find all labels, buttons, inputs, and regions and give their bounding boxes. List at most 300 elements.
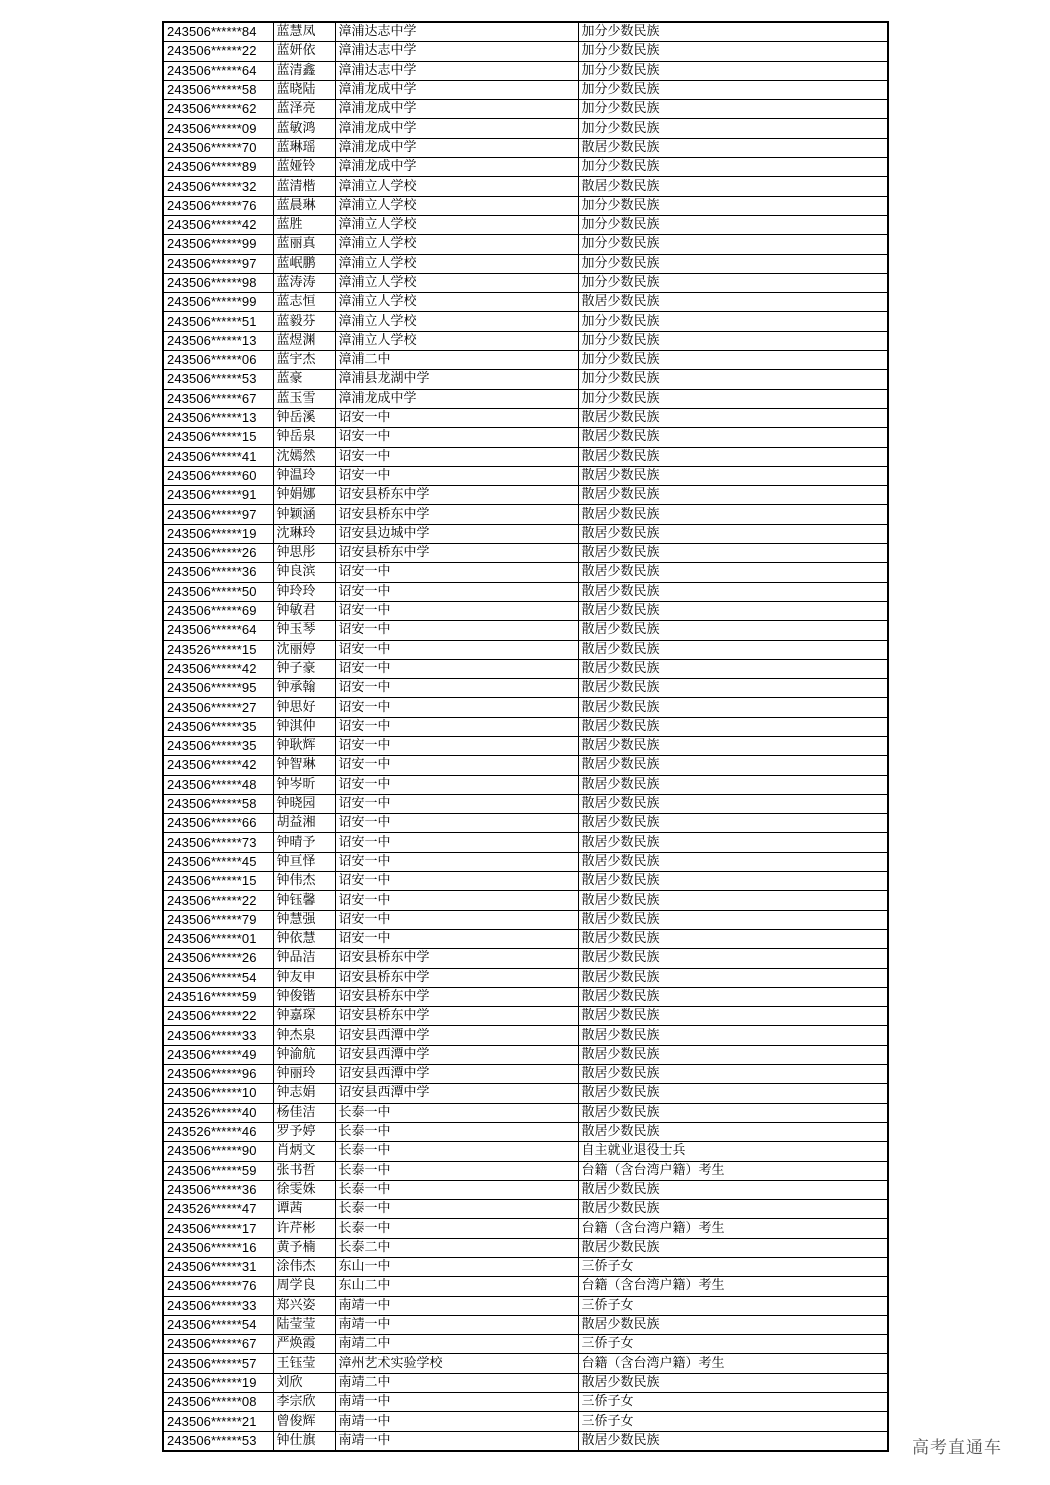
student-name-cell: 李宗欣	[273, 1393, 335, 1412]
category-cell: 散居少数民族	[578, 621, 888, 640]
table-row	[163, 1007, 888, 1026]
exam-id-cell: 243526******46	[163, 1122, 273, 1141]
exam-id-cell: 243506******21	[163, 1412, 273, 1431]
exam-id-cell: 243506******45	[163, 852, 273, 871]
category-cell: 散居少数民族	[578, 968, 888, 987]
school-cell: 漳浦龙成中学	[335, 80, 578, 99]
exam-id-cell: 243506******16	[163, 1238, 273, 1257]
table-row	[163, 1354, 888, 1373]
table-row	[163, 215, 888, 234]
exam-id-cell: 243506******15	[163, 428, 273, 447]
school-cell: 诏安县西潭中学	[335, 1065, 578, 1084]
school-cell: 诏安一中	[335, 833, 578, 852]
school-cell: 漳浦立人学校	[335, 196, 578, 215]
student-name-cell: 钟渝航	[273, 1045, 335, 1064]
school-cell: 诏安一中	[335, 794, 578, 813]
category-cell: 加分少数民族	[578, 351, 888, 370]
table-row	[163, 1277, 888, 1296]
table-row	[163, 640, 888, 659]
student-name-cell: 钟岑昕	[273, 775, 335, 794]
student-name-cell: 蓝胜	[273, 215, 335, 234]
table-row	[163, 987, 888, 1006]
category-cell: 加分少数民族	[578, 389, 888, 408]
exam-id-cell: 243506******91	[163, 486, 273, 505]
table-row	[163, 1296, 888, 1315]
table-row	[163, 138, 888, 157]
table-row	[163, 1393, 888, 1412]
exam-id-cell: 243506******60	[163, 466, 273, 485]
student-name-cell: 蓝敏鸿	[273, 119, 335, 138]
exam-id-cell: 243506******19	[163, 524, 273, 543]
table-row	[163, 1258, 888, 1277]
category-cell: 散居少数民族	[578, 1180, 888, 1199]
student-name-cell: 黄予楠	[273, 1238, 335, 1257]
exam-id-cell: 243506******76	[163, 1277, 273, 1296]
table-row	[163, 1373, 888, 1392]
school-cell: 漳浦立人学校	[335, 293, 578, 312]
school-cell: 南靖一中	[335, 1315, 578, 1334]
student-name-cell: 钟玲玲	[273, 582, 335, 601]
category-cell: 散居少数民族	[578, 949, 888, 968]
category-cell: 散居少数民族	[578, 679, 888, 698]
student-name-cell: 蓝娅铃	[273, 158, 335, 177]
student-name-cell: 周学良	[273, 1277, 335, 1296]
category-cell: 加分少数民族	[578, 119, 888, 138]
student-name-cell: 张书哲	[273, 1161, 335, 1180]
school-cell: 漳浦达志中学	[335, 22, 578, 42]
school-cell: 诏安县桥东中学	[335, 486, 578, 505]
exam-id-cell: 243506******57	[163, 1354, 273, 1373]
category-cell: 散居少数民族	[578, 138, 888, 157]
student-name-cell: 徐雯姝	[273, 1180, 335, 1199]
school-cell: 诏安一中	[335, 852, 578, 871]
table-row	[163, 601, 888, 620]
exam-id-cell: 243506******10	[163, 1084, 273, 1103]
exam-id-cell: 243516******59	[163, 987, 273, 1006]
student-name-cell: 沈丽婷	[273, 640, 335, 659]
school-cell: 诏安县西潭中学	[335, 1045, 578, 1064]
category-cell: 三侨子女	[578, 1412, 888, 1431]
table-row	[163, 1065, 888, 1084]
exam-id-cell: 243506******97	[163, 254, 273, 273]
exam-id-cell: 243506******42	[163, 659, 273, 678]
student-name-cell: 蓝晓陆	[273, 80, 335, 99]
school-cell: 诏安一中	[335, 736, 578, 755]
category-cell: 加分少数民族	[578, 42, 888, 61]
student-name-cell: 钟耿辉	[273, 736, 335, 755]
category-cell: 散居少数民族	[578, 1026, 888, 1045]
category-cell: 散居少数民族	[578, 1007, 888, 1026]
student-name-cell: 曾俊辉	[273, 1412, 335, 1431]
exam-id-cell: 243506******36	[163, 563, 273, 582]
table-row	[163, 312, 888, 331]
category-cell: 加分少数民族	[578, 273, 888, 292]
student-name-cell: 王钰莹	[273, 1354, 335, 1373]
table-row	[163, 582, 888, 601]
exam-id-cell: 243506******97	[163, 505, 273, 524]
table-row	[163, 833, 888, 852]
exam-id-cell: 243506******84	[163, 22, 273, 42]
category-cell: 散居少数民族	[578, 775, 888, 794]
student-name-cell: 钟温玲	[273, 466, 335, 485]
category-cell: 加分少数民族	[578, 61, 888, 80]
table-row	[163, 621, 888, 640]
exam-id-cell: 243506******15	[163, 872, 273, 891]
school-cell: 诏安县桥东中学	[335, 544, 578, 563]
table-row	[163, 872, 888, 891]
student-name-cell: 钟娟娜	[273, 486, 335, 505]
category-cell: 台籍（含台湾户籍）考生	[578, 1354, 888, 1373]
student-name-cell: 谭茜	[273, 1200, 335, 1219]
roster-body	[163, 22, 888, 1451]
category-cell: 散居少数民族	[578, 177, 888, 196]
student-name-cell: 钟慧强	[273, 910, 335, 929]
student-name-cell: 蓝琳瑶	[273, 138, 335, 157]
school-cell: 长泰二中	[335, 1238, 578, 1257]
student-roster-table	[162, 21, 889, 1452]
exam-id-cell: 243506******26	[163, 949, 273, 968]
school-cell: 漳州艺术实验学校	[335, 1354, 578, 1373]
student-name-cell: 钟思好	[273, 698, 335, 717]
category-cell: 散居少数民族	[578, 1373, 888, 1392]
school-cell: 漳浦龙成中学	[335, 100, 578, 119]
table-row	[163, 756, 888, 775]
table-row	[163, 1431, 888, 1451]
table-row	[163, 408, 888, 427]
exam-id-cell: 243506******96	[163, 1065, 273, 1084]
school-cell: 诏安一中	[335, 891, 578, 910]
table-row	[163, 428, 888, 447]
student-name-cell: 钟钰馨	[273, 891, 335, 910]
category-cell: 散居少数民族	[578, 929, 888, 948]
school-cell: 漳浦立人学校	[335, 273, 578, 292]
school-cell: 长泰一中	[335, 1200, 578, 1219]
table-row	[163, 1412, 888, 1431]
school-cell: 诏安一中	[335, 582, 578, 601]
category-cell: 散居少数民族	[578, 736, 888, 755]
school-cell: 南靖一中	[335, 1431, 578, 1451]
exam-id-cell: 243506******08	[163, 1393, 273, 1412]
table-row	[163, 351, 888, 370]
category-cell: 散居少数民族	[578, 1084, 888, 1103]
table-row	[163, 775, 888, 794]
category-cell: 加分少数民族	[578, 196, 888, 215]
exam-id-cell: 243506******59	[163, 1161, 273, 1180]
school-cell: 诏安一中	[335, 679, 578, 698]
exam-id-cell: 243506******17	[163, 1219, 273, 1238]
table-row	[163, 1200, 888, 1219]
table-row	[163, 659, 888, 678]
exam-id-cell: 243506******89	[163, 158, 273, 177]
school-cell: 南靖一中	[335, 1412, 578, 1431]
student-name-cell: 刘欣	[273, 1373, 335, 1392]
category-cell: 散居少数民族	[578, 1122, 888, 1141]
student-name-cell: 钟敏君	[273, 601, 335, 620]
student-name-cell: 许芹彬	[273, 1219, 335, 1238]
student-name-cell: 陆莹莹	[273, 1315, 335, 1334]
exam-id-cell: 243526******15	[163, 640, 273, 659]
exam-id-cell: 243506******58	[163, 794, 273, 813]
school-cell: 长泰一中	[335, 1180, 578, 1199]
category-cell: 散居少数民族	[578, 524, 888, 543]
school-cell: 诏安一中	[335, 621, 578, 640]
table-row	[163, 1045, 888, 1064]
category-cell: 散居少数民族	[578, 1103, 888, 1122]
category-cell: 散居少数民族	[578, 1200, 888, 1219]
student-name-cell: 沈嫣然	[273, 447, 335, 466]
school-cell: 诏安一中	[335, 910, 578, 929]
student-name-cell: 肖炳文	[273, 1142, 335, 1161]
category-cell: 散居少数民族	[578, 756, 888, 775]
student-name-cell: 钟颖涵	[273, 505, 335, 524]
exam-id-cell: 243506******13	[163, 408, 273, 427]
student-name-cell: 蓝豪	[273, 370, 335, 389]
category-cell: 台籍（含台湾户籍）考生	[578, 1277, 888, 1296]
category-cell: 散居少数民族	[578, 1045, 888, 1064]
student-name-cell: 钟俊锴	[273, 987, 335, 1006]
exam-id-cell: 243506******62	[163, 100, 273, 119]
table-row	[163, 61, 888, 80]
student-name-cell: 钟品洁	[273, 949, 335, 968]
category-cell: 加分少数民族	[578, 100, 888, 119]
table-row	[163, 254, 888, 273]
table-row	[163, 852, 888, 871]
category-cell: 加分少数民族	[578, 370, 888, 389]
exam-id-cell: 243506******53	[163, 370, 273, 389]
table-row	[163, 544, 888, 563]
table-row	[163, 1103, 888, 1122]
category-cell: 散居少数民族	[578, 447, 888, 466]
exam-id-cell: 243506******42	[163, 756, 273, 775]
student-name-cell: 胡益湘	[273, 814, 335, 833]
school-cell: 漳浦达志中学	[335, 42, 578, 61]
exam-id-cell: 243506******09	[163, 119, 273, 138]
student-name-cell: 钟承翰	[273, 679, 335, 698]
school-cell: 诏安一中	[335, 756, 578, 775]
school-cell: 诏安一中	[335, 717, 578, 736]
student-name-cell: 蓝毅芬	[273, 312, 335, 331]
exam-id-cell: 243506******54	[163, 968, 273, 987]
school-cell: 诏安一中	[335, 428, 578, 447]
category-cell: 散居少数民族	[578, 1431, 888, 1451]
table-row	[163, 22, 888, 42]
table-row	[163, 1026, 888, 1045]
category-cell: 加分少数民族	[578, 254, 888, 273]
category-cell: 散居少数民族	[578, 408, 888, 427]
exam-id-cell: 243506******22	[163, 42, 273, 61]
category-cell: 加分少数民族	[578, 312, 888, 331]
exam-id-cell: 243506******13	[163, 331, 273, 350]
category-cell: 散居少数民族	[578, 640, 888, 659]
school-cell: 诏安一中	[335, 447, 578, 466]
category-cell: 散居少数民族	[578, 794, 888, 813]
table-row	[163, 814, 888, 833]
student-name-cell: 钟晴予	[273, 833, 335, 852]
table-row	[163, 910, 888, 929]
category-cell: 散居少数民族	[578, 891, 888, 910]
exam-id-cell: 243526******40	[163, 1103, 273, 1122]
category-cell: 台籍（含台湾户籍）考生	[578, 1161, 888, 1180]
exam-id-cell: 243506******90	[163, 1142, 273, 1161]
category-cell: 散居少数民族	[578, 1315, 888, 1334]
student-name-cell: 钟晓园	[273, 794, 335, 813]
exam-id-cell: 243506******79	[163, 910, 273, 929]
school-cell: 长泰一中	[335, 1103, 578, 1122]
school-cell: 长泰一中	[335, 1219, 578, 1238]
table-row	[163, 736, 888, 755]
table-row	[163, 177, 888, 196]
exam-id-cell: 243506******64	[163, 61, 273, 80]
category-cell: 散居少数民族	[578, 544, 888, 563]
table-row	[163, 1084, 888, 1103]
school-cell: 漳浦立人学校	[335, 254, 578, 273]
exam-id-cell: 243506******54	[163, 1315, 273, 1334]
school-cell: 漳浦立人学校	[335, 177, 578, 196]
school-cell: 漳浦龙成中学	[335, 119, 578, 138]
exam-id-cell: 243506******06	[163, 351, 273, 370]
category-cell: 散居少数民族	[578, 833, 888, 852]
school-cell: 诏安一中	[335, 775, 578, 794]
student-name-cell: 蓝慧凤	[273, 22, 335, 42]
student-name-cell: 蓝清鑫	[273, 61, 335, 80]
table-row	[163, 679, 888, 698]
category-cell: 加分少数民族	[578, 235, 888, 254]
student-name-cell: 钟亘怿	[273, 852, 335, 871]
category-cell: 散居少数民族	[578, 563, 888, 582]
student-name-cell: 蓝岷鹏	[273, 254, 335, 273]
student-name-cell: 蓝晨琳	[273, 196, 335, 215]
school-cell: 长泰一中	[335, 1122, 578, 1141]
table-row	[163, 563, 888, 582]
exam-id-cell: 243506******32	[163, 177, 273, 196]
school-cell: 诏安县边城中学	[335, 524, 578, 543]
table-row	[163, 370, 888, 389]
category-cell: 散居少数民族	[578, 505, 888, 524]
table-row	[163, 235, 888, 254]
school-cell: 诏安县西潭中学	[335, 1026, 578, 1045]
category-cell: 散居少数民族	[578, 466, 888, 485]
school-cell: 诏安县西潭中学	[335, 1084, 578, 1103]
exam-id-cell: 243506******64	[163, 621, 273, 640]
table-row	[163, 119, 888, 138]
table-row	[163, 293, 888, 312]
exam-id-cell: 243506******53	[163, 1431, 273, 1451]
category-cell: 散居少数民族	[578, 910, 888, 929]
table-row	[163, 466, 888, 485]
table-row	[163, 929, 888, 948]
school-cell: 漳浦立人学校	[335, 331, 578, 350]
school-cell: 南靖一中	[335, 1296, 578, 1315]
student-name-cell: 蓝清楷	[273, 177, 335, 196]
table-row	[163, 447, 888, 466]
category-cell: 加分少数民族	[578, 22, 888, 42]
exam-id-cell: 243506******99	[163, 235, 273, 254]
student-name-cell: 钟淇仲	[273, 717, 335, 736]
school-cell: 南靖二中	[335, 1335, 578, 1354]
school-cell: 漳浦立人学校	[335, 312, 578, 331]
school-cell: 诏安一中	[335, 814, 578, 833]
student-name-cell: 钟智琳	[273, 756, 335, 775]
student-name-cell: 钟志娟	[273, 1084, 335, 1103]
exam-id-cell: 243506******35	[163, 717, 273, 736]
exam-id-cell: 243506******42	[163, 215, 273, 234]
category-cell: 加分少数民族	[578, 215, 888, 234]
exam-id-cell: 243506******76	[163, 196, 273, 215]
table-row	[163, 717, 888, 736]
student-name-cell: 钟子豪	[273, 659, 335, 678]
exam-id-cell: 243506******50	[163, 582, 273, 601]
student-name-cell: 严焕霞	[273, 1335, 335, 1354]
table-row	[163, 698, 888, 717]
student-name-cell: 蓝志恒	[273, 293, 335, 312]
category-cell: 散居少数民族	[578, 293, 888, 312]
student-name-cell: 钟嘉琛	[273, 1007, 335, 1026]
category-cell: 加分少数民族	[578, 331, 888, 350]
school-cell: 长泰一中	[335, 1161, 578, 1180]
student-name-cell: 蓝玉雪	[273, 389, 335, 408]
exam-id-cell: 243506******95	[163, 679, 273, 698]
student-name-cell: 钟玉琴	[273, 621, 335, 640]
school-cell: 诏安一中	[335, 929, 578, 948]
category-cell: 散居少数民族	[578, 601, 888, 620]
school-cell: 诏安县桥东中学	[335, 987, 578, 1006]
category-cell: 散居少数民族	[578, 659, 888, 678]
table-row	[163, 1142, 888, 1161]
school-cell: 诏安一中	[335, 872, 578, 891]
student-name-cell: 钟杰泉	[273, 1026, 335, 1045]
table-row	[163, 1238, 888, 1257]
student-name-cell: 涂伟杰	[273, 1258, 335, 1277]
school-cell: 南靖一中	[335, 1393, 578, 1412]
school-cell: 长泰一中	[335, 1142, 578, 1161]
category-cell: 三侨子女	[578, 1335, 888, 1354]
student-name-cell: 蓝煜渊	[273, 331, 335, 350]
exam-id-cell: 243506******67	[163, 1335, 273, 1354]
exam-id-cell: 243506******49	[163, 1045, 273, 1064]
student-name-cell: 蓝妍依	[273, 42, 335, 61]
student-name-cell: 沈琳玲	[273, 524, 335, 543]
table-row	[163, 794, 888, 813]
student-name-cell: 罗予婷	[273, 1122, 335, 1141]
school-cell: 诏安一中	[335, 466, 578, 485]
student-name-cell: 蓝宇杰	[273, 351, 335, 370]
school-cell: 诏安县桥东中学	[335, 949, 578, 968]
school-cell: 诏安县桥东中学	[335, 968, 578, 987]
table-row	[163, 389, 888, 408]
table-row	[163, 196, 888, 215]
student-name-cell: 钟伟杰	[273, 872, 335, 891]
table-row	[163, 1161, 888, 1180]
exam-id-cell: 243506******66	[163, 814, 273, 833]
student-name-cell: 钟依慧	[273, 929, 335, 948]
exam-id-cell: 243506******58	[163, 80, 273, 99]
student-name-cell: 蓝泽亮	[273, 100, 335, 119]
school-cell: 诏安一中	[335, 408, 578, 427]
student-name-cell: 钟友申	[273, 968, 335, 987]
category-cell: 三侨子女	[578, 1258, 888, 1277]
table-row	[163, 891, 888, 910]
exam-id-cell: 243506******51	[163, 312, 273, 331]
school-cell: 诏安一中	[335, 698, 578, 717]
category-cell: 散居少数民族	[578, 486, 888, 505]
table-row	[163, 80, 888, 99]
exam-id-cell: 243506******35	[163, 736, 273, 755]
school-cell: 漳浦立人学校	[335, 235, 578, 254]
school-cell: 诏安一中	[335, 640, 578, 659]
category-cell: 散居少数民族	[578, 814, 888, 833]
table-row	[163, 100, 888, 119]
exam-id-cell: 243506******22	[163, 891, 273, 910]
